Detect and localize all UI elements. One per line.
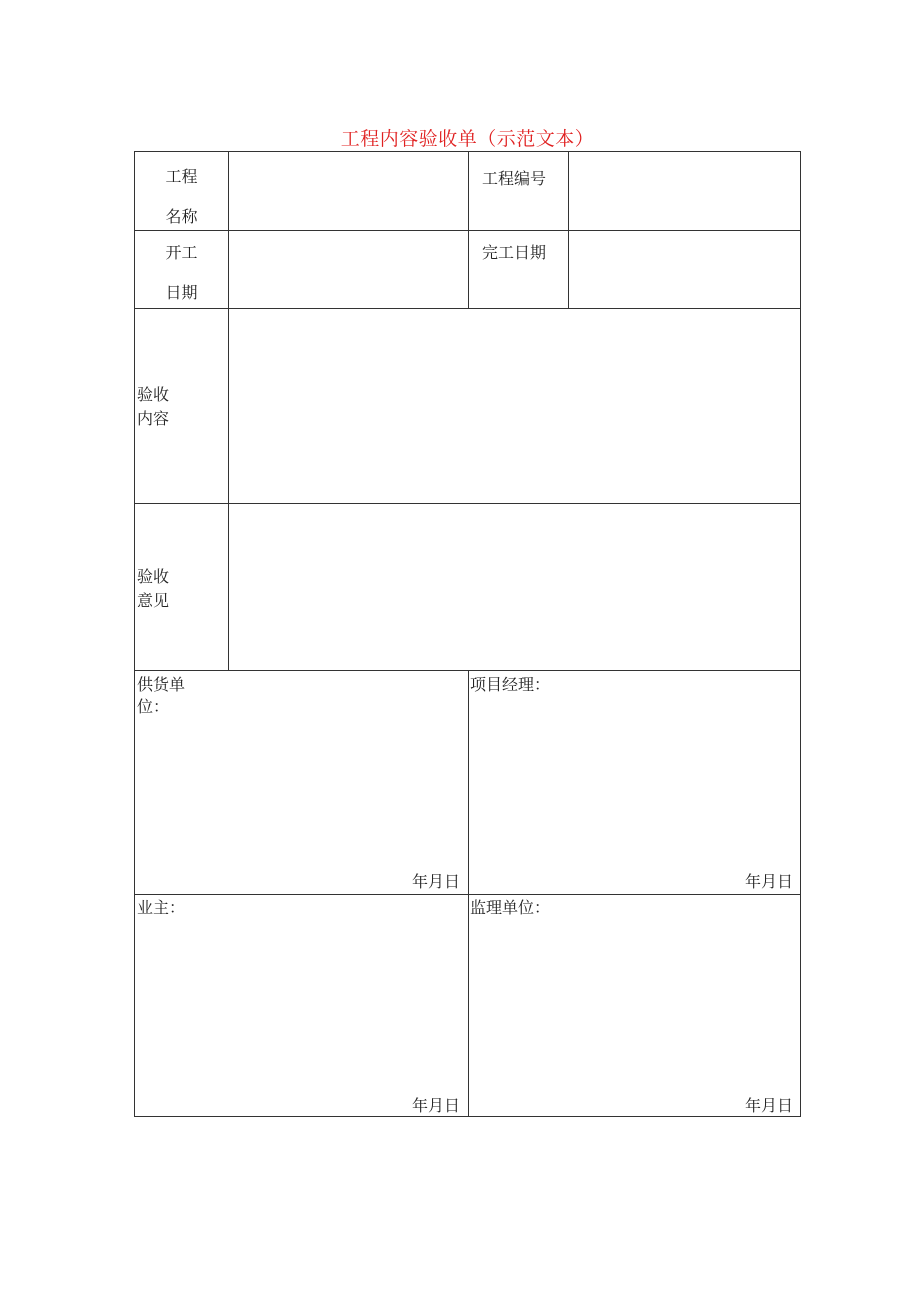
acceptance-form	[134, 151, 801, 1117]
middle-column-divider-top	[468, 152, 469, 308]
project-manager-date: 年月日	[745, 872, 794, 891]
supplier-label-line-1: 供货单	[137, 675, 186, 694]
acceptance-content-field[interactable]	[229, 309, 800, 503]
owner-label: 业主：	[137, 898, 186, 917]
acceptance-content-label-line-2: 内容	[137, 409, 170, 428]
supplier-label	[137, 675, 185, 717]
middle-column-divider-bottom	[468, 670, 469, 1116]
supervisor-date: 年月日	[745, 1096, 794, 1115]
start-date-label-line-1: 开工	[165, 243, 198, 262]
project-manager-label: 项目经理：	[470, 675, 551, 694]
acceptance-opinion-field[interactable]	[229, 504, 800, 670]
project-number-field[interactable]	[569, 153, 800, 230]
acceptance-content-label-line-1: 验收	[137, 385, 170, 404]
owner-date: 年月日	[412, 1096, 461, 1115]
start-date-label-line-2: 日期	[165, 283, 198, 302]
acceptance-opinion-label-line-1: 验收	[137, 567, 170, 586]
completion-date-field[interactable]	[569, 231, 800, 308]
project-name-label-line-2: 名称	[165, 207, 198, 226]
acceptance-content-label	[137, 385, 169, 429]
project-name-label	[135, 167, 228, 227]
start-date-label	[135, 243, 228, 303]
start-date-field[interactable]	[229, 231, 468, 308]
supplier-date: 年月日	[412, 872, 461, 891]
project-name-field[interactable]	[229, 153, 468, 230]
acceptance-opinion-label	[137, 567, 169, 611]
project-number-label: 工程编号	[482, 169, 547, 188]
document-title: 工程内容验收单（示范文本）	[340, 128, 595, 150]
acceptance-opinion-label-line-2: 意见	[137, 591, 170, 610]
completion-date-label: 完工日期	[482, 243, 547, 262]
supervisor-label: 监理单位：	[470, 898, 551, 917]
project-name-label-line-1: 工程	[165, 167, 198, 186]
supplier-label-line-2: 位：	[137, 697, 170, 716]
